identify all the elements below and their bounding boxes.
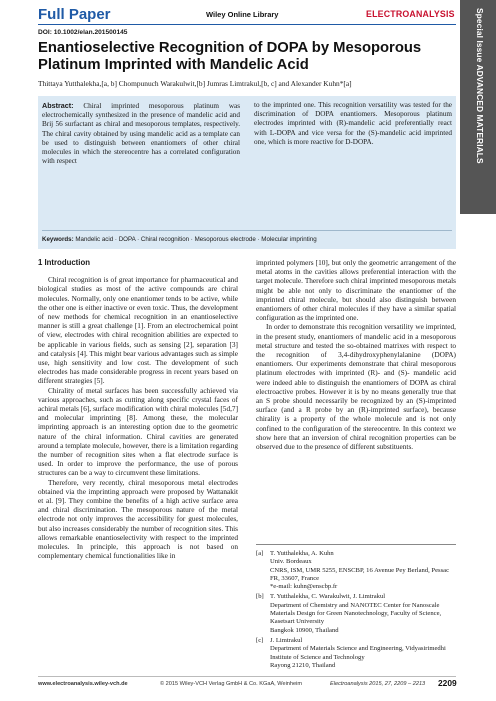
author-list: Thittaya Yutthalekha,[a, b] Chompunuch Warakulwit,[b] Jumras Limtrakul,[b, c] and Alexander Kuhn*[a] <box>38 79 352 88</box>
section-heading-introduction: 1 Introduction <box>38 258 90 267</box>
doi[interactable]: DOI: 10.1002/elan.201500145 <box>38 29 128 36</box>
body-column-2 <box>256 258 456 451</box>
affiliation-line: J. Limtrakul <box>270 636 303 644</box>
paragraph: Therefore, very recently, chiral mesoporous metal electrodes obtained via the imprinting approach were proposed by Wattanakit et al. [9]. They combine the benefits of a high active surface area and chiral discrimination. The mesoporous nature of the metal electrode not only improves the accessibility for guest molecules, but also increases considerably the number of recognition sites. This allows remarkable enantioselectivity with respect to the imprinted molecules. In principle, this approach is not based on complementary chemical functionalities like in <box>38 477 238 561</box>
special-issue-tab <box>460 0 496 214</box>
abstract-box <box>38 96 456 249</box>
affiliation-line: Bangkok 10900, Thailand <box>270 626 339 634</box>
abstract-label: Abstract: <box>42 101 74 110</box>
abstract-column-1 <box>42 101 240 166</box>
publisher-label[interactable]: Wiley Online Library <box>206 10 279 19</box>
affiliation-label: [a] <box>256 550 264 557</box>
affiliation-line: CNRS, ISM, UMR 5255, ENSCBP, 16 Avenue Pey Berland, Pessac FR, 33607, France <box>270 566 450 582</box>
journal-url[interactable]: www.electroanalysis.wiley-vch.de <box>38 681 128 687</box>
citation: Electroanalysis 2015, 27, 2209 – 2213 <box>330 681 426 687</box>
page-number: 2209 <box>438 678 457 688</box>
affiliation-line: Department of Chemistry and NANOTEC Center for Nanoscale Materials Design for Green Nanotechnology, Faculty of Science, Kasetsart University <box>270 601 442 626</box>
keywords-list: Mandelic acid · DOPA · Chiral recognition · Mesoporous electrode · Molecular imprinting <box>75 236 317 243</box>
keywords-line <box>42 236 452 243</box>
affiliation-line: T. Yutthalekha, C. Warakulwit, J. Limtrakul <box>270 593 386 601</box>
keywords-divider <box>42 230 452 231</box>
affiliation-label: [c] <box>256 636 264 644</box>
article-title: Enantioselective Recognition of DOPA by Mesoporous Platinum Imprinted with Mandelic Acid <box>38 40 422 73</box>
footer-rule <box>38 676 456 677</box>
copyright: © 2015 Wiley-VCH Verlag GmbH & Co. KGaA, Weinheim <box>160 681 303 687</box>
affiliation-line: Department of Materials Science and Engineering, Vidyasirimedhi Institute of Science and Technology <box>270 645 446 661</box>
abstract-text-1: Chiral imprinted mesoporous platinum was electrochemically synthesized in the presence of mandelic acid and Brij 56 surfactant as chiral and mesoporous templates, respectively. The chiral cavity obtained by using mandelic acid as a template can be used to distinguish between enantiomers of other chiral molecules in which the stereocentre has a correlated configuration with respect <box>42 102 240 166</box>
affiliation-line: Rayong 21210, Thailand <box>270 661 336 669</box>
journal-name: ELECTROANALYSIS <box>366 9 455 19</box>
header-rule <box>38 24 456 25</box>
paragraph: Chiral recognition is of great importance for pharmaceutical and biological studies as most of the active compounds are chiral molecules. Normally, only one enantiomer tends to be active, while the other one is either inactive or even toxic. Thus, the development of new methods for chemical recognition in an enantioselective manner is still a great challenge [1]. From an electrochemical point of view, electrodes with chiral recognition abilities are expected to be applicable in various fields, such as sensing [2], separation [3] and catalysis [4]. This might bear various advantages such as simple use, high sensitivity and low cost. The development of such electrodes has made considerable progress in recent years based on different strategies [5]. <box>38 275 238 386</box>
section-label: Full Paper <box>38 6 111 23</box>
affiliation-c <box>256 637 456 670</box>
affiliation-a <box>256 550 456 591</box>
abstract-text-2: to the imprinted one. This recognition versatility was tested for the discrimination of DOPA enantiomers. Mesoporous platinum electrodes imprinted with (R)-mandelic acid preferentially react with L-DOPA and vice versa for the (S)-mandelic acid imprinted one, which is more reactive for D-DOPA. <box>254 101 452 146</box>
affiliations <box>256 550 456 670</box>
body-column-1 <box>38 258 238 561</box>
affiliation-line: Univ. Bordeaux <box>270 558 312 566</box>
affiliations-divider <box>256 544 456 545</box>
affiliation-b <box>256 593 456 634</box>
email-link[interactable]: *e-mail: kuhn@enscbp.fr <box>270 583 338 591</box>
paragraph: Chirality of metal surfaces has been successfully achieved via various approaches, such as cutting along specific crystal faces of achiral metals [6], surface modification with chiral molecules [5d,7] and molecular imprinting [8]. Among these, the molecular imprinting approach is an interesting option due to the geometric nature of the chiral information. Chiral cavities are generated around a template molecule, however, there is a limitation regarding the number of recognition sites when a flat electrode surface is used. In order to improve the performance, the use of porous structures can be a way to circumvent these limitations. <box>38 385 238 478</box>
keywords-label: Keywords: <box>42 236 74 243</box>
special-issue-label: Special Issue ADVANCED MATERIALS <box>475 8 485 164</box>
paragraph: imprinted polymers [10], but only the geometric arrangement of the metal atoms in the cavities allows preferential interaction with the target molecule. Therefore such chiral imprinted mesoporous metals might be able not only to discriminate the enantiomer of the imprinted chiral molecule, but should also distinguish between enantiomers of other chiral molecules if they have a similar spatial configuration as the imprinted one. <box>256 258 456 323</box>
affiliation-label: [b] <box>256 593 264 601</box>
affiliation-line: T. Yutthalekha, A. Kuhn <box>270 550 334 557</box>
paragraph: In order to demonstrate this recognition versatility we imprinted, in the present study, enantiomers of mandelic acid in a mesoporous metal structure and tested the so-obtained matrixes with respect to the recognition of 3,4-dihydroxyphenylalanine (DOPA) enantiomers. Our experiments demonstrate that chiral mesoporous platinum electrodes with imprinted (R)- and (S)- mandelic acid were indeed able to distinguish the enantiomers of DOPA as chiral electroactive probes. However it is by no means generally true that an S probe should necessarily be recognized by an (S)-imprinted surface (and a R probe by an (R)-imprinted surface), because chirality is a property of the whole molecule and is not only confined to the configuration of the stereocentre. In this context we show here that an inversion of chiral recognition properties can be observed due to the presence of different substituents. <box>256 322 456 452</box>
